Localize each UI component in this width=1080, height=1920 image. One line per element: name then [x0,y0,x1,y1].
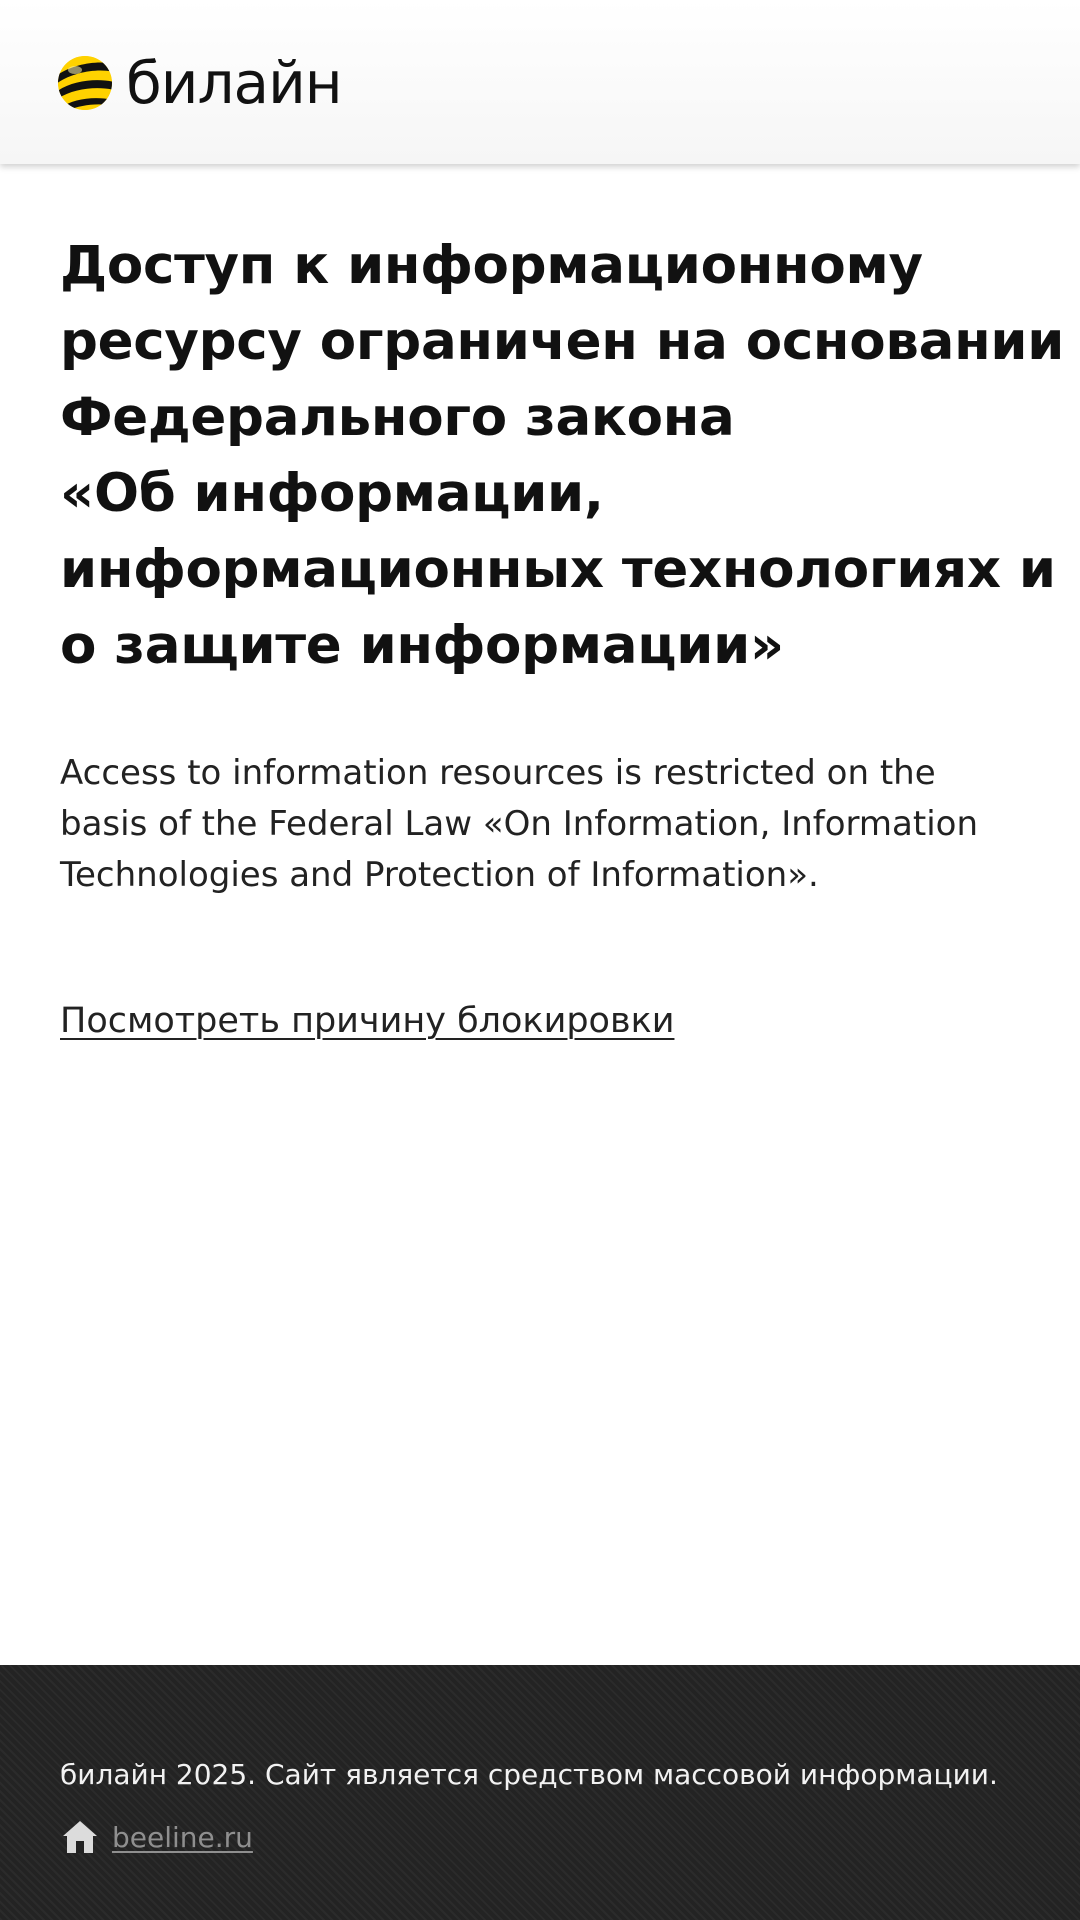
header-bar [0,0,1080,164]
beeline-ball-icon [58,56,112,110]
notice-line: Technologies and Protection of Information». [60,855,819,895]
title-line: ресурсу ограничен на основании [60,311,1065,372]
title-line: Доступ к информационному [60,235,923,296]
title-line: информационных технологиях и [60,539,1056,600]
notice-line: basis of the Federal Law «On Information, Information [60,804,979,844]
beeline-site-link[interactable]: beeline.ru [112,1820,253,1854]
english-notice [60,748,1020,901]
notice-line: Access to information resources is restricted on the [60,753,936,793]
footer-home-link-row[interactable] [60,1815,253,1859]
title-line: «Об информации, [60,463,604,524]
home-icon [60,1817,100,1857]
title-line: о защите информации» [60,615,784,676]
main-content [60,228,1065,1041]
logo-text: билайн [126,49,342,117]
footer [0,1665,1080,1920]
view-block-reason-link[interactable]: Посмотреть причину блокировки [60,1001,675,1041]
page-title [60,228,1065,684]
footer-copyright: билайн 2025. Сайт является средством массовой информации. [60,1758,998,1791]
beeline-logo[interactable] [58,50,342,116]
title-line: Федерального закона [60,387,735,448]
